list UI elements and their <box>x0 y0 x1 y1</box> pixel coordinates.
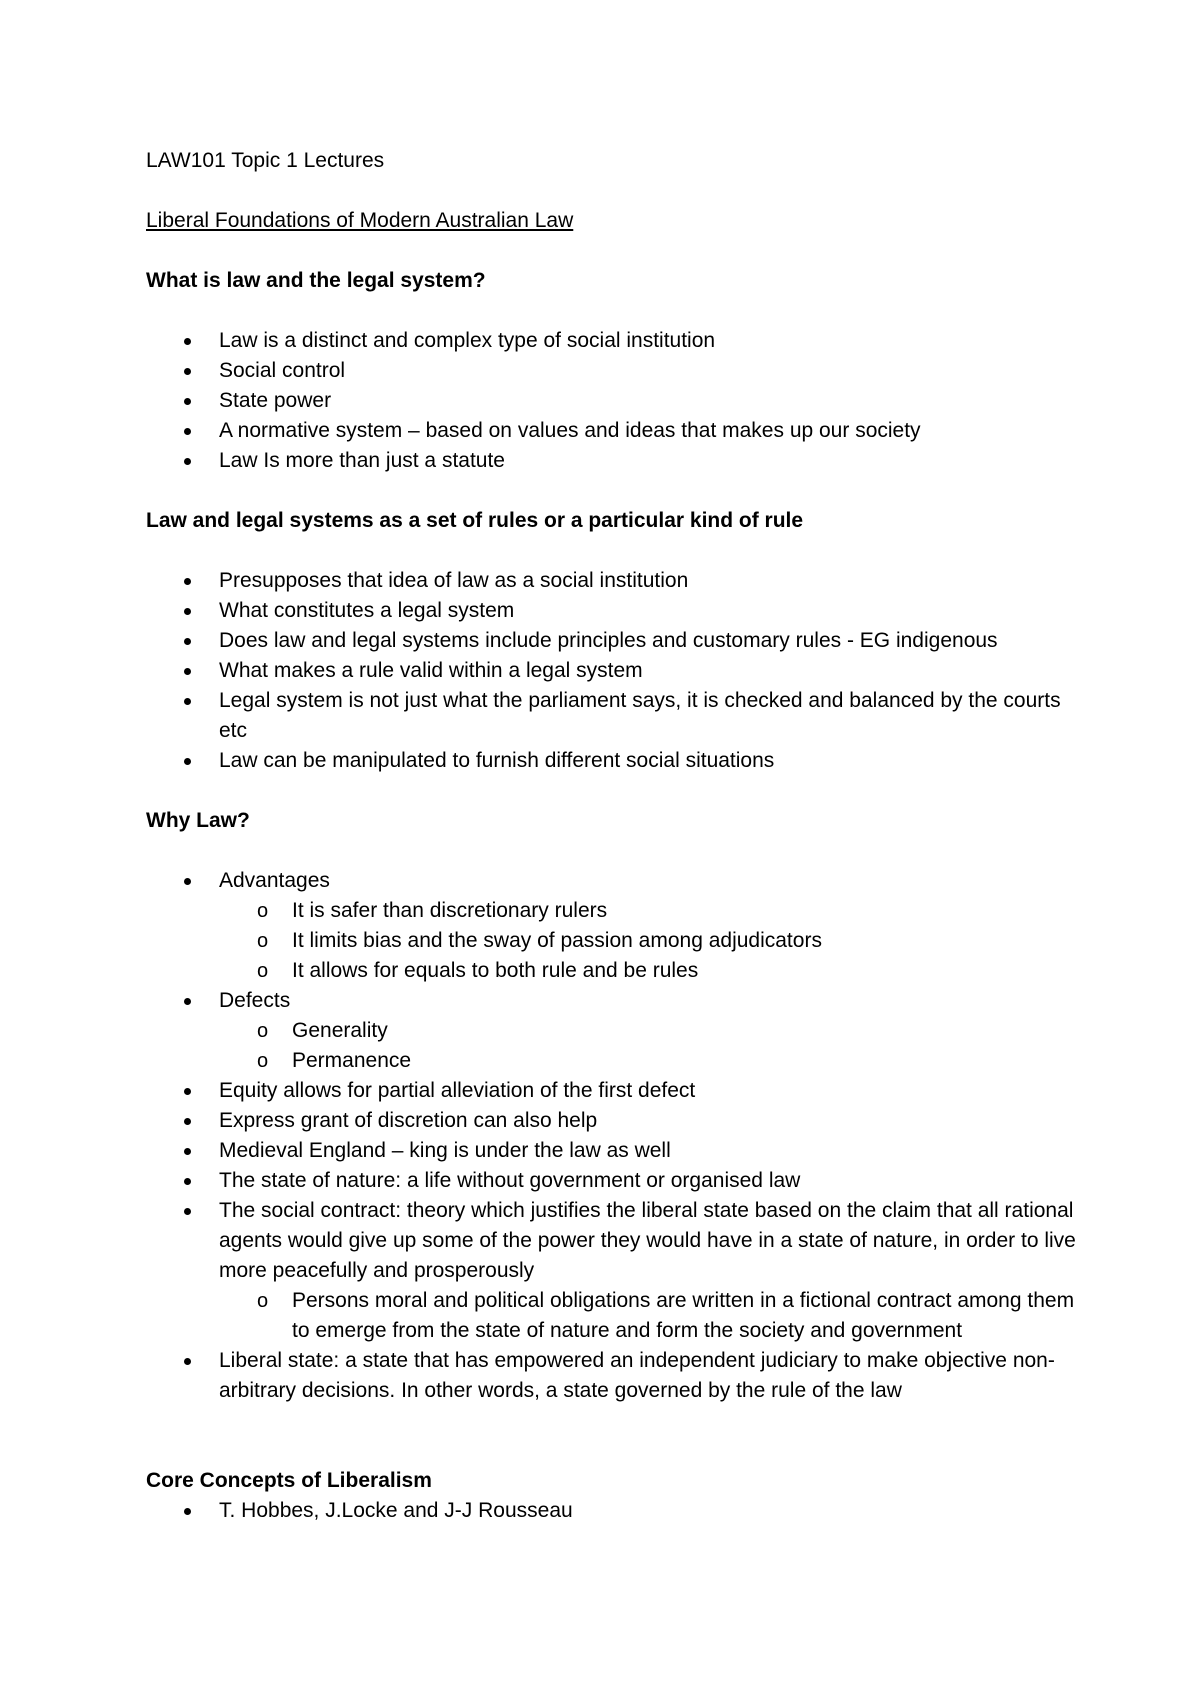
list-item <box>146 1106 1076 1136</box>
sub-list-item-text: Persons moral and political obligations are written in a fictional contract among them to emerge from the state of nature and form the society and government <box>292 1289 1075 1342</box>
bullet-icon <box>184 338 191 345</box>
bullet-icon <box>184 998 191 1005</box>
sub-bullet-list <box>219 896 1076 986</box>
list-item-text: What makes a rule valid within a legal system <box>219 659 643 682</box>
list-item <box>146 686 1076 746</box>
list-item-text: Equity allows for partial alleviation of the first defect <box>219 1079 696 1102</box>
sub-list-item-text: It is safer than discretionary rulers <box>292 899 608 922</box>
list-item <box>146 1496 1076 1526</box>
bullet-icon <box>184 758 191 765</box>
sub-list-item-text: Generality <box>292 1019 388 1042</box>
list-item-text: State power <box>219 389 332 412</box>
list-item-text: The social contract: theory which justifies the liberal state based on the claim that all rational agents would give up some of the power they would have in a state of nature, in order to live more peacefully and prosperously <box>219 1199 1076 1282</box>
list-item-text: Advantages <box>219 869 330 892</box>
hollow-bullet-icon: o <box>257 960 269 982</box>
list-item-text: Express grant of discretion can also help <box>219 1109 598 1132</box>
bullet-icon <box>184 1508 191 1515</box>
bullet-list <box>146 1496 1076 1526</box>
section-heading: What is law and the legal system? <box>146 269 486 292</box>
list-item-text: What constitutes a legal system <box>219 599 515 622</box>
list-item-text: Social control <box>219 359 346 382</box>
bullet-icon <box>184 458 191 465</box>
list-item-text: Medieval England – king is under the law as well <box>219 1139 671 1162</box>
bullet-icon <box>184 398 191 405</box>
list-item <box>146 326 1076 356</box>
hollow-bullet-icon: o <box>257 900 269 922</box>
list-item-text: Law is a distinct and complex type of social institution <box>219 329 716 352</box>
list-item-text: T. Hobbes, J.Locke and J-J Rousseau <box>219 1499 573 1522</box>
list-item-text: A normative system – based on values and ideas that makes up our society <box>219 419 921 442</box>
hollow-bullet-icon: o <box>257 1020 269 1042</box>
sub-bullet-list <box>219 1016 1076 1076</box>
list-item <box>146 446 1076 476</box>
bullet-list <box>146 866 1076 1406</box>
list-item-text: Defects <box>219 989 291 1012</box>
list-item <box>146 746 1076 776</box>
sub-list-item-text: Permanence <box>292 1049 412 1072</box>
list-item <box>146 1136 1076 1166</box>
bullet-icon <box>184 368 191 375</box>
list-item-text: Law Is more than just a statute <box>219 449 505 472</box>
list-item-text: Law can be manipulated to furnish different social situations <box>219 749 775 772</box>
bullet-list <box>146 326 1076 476</box>
bullet-icon <box>184 698 191 705</box>
list-item <box>146 386 1076 416</box>
list-item <box>146 1196 1076 1346</box>
sub-bullet-list <box>219 1286 1076 1346</box>
list-item-text: The state of nature: a life without government or organised law <box>219 1169 801 1192</box>
list-item <box>146 626 1076 656</box>
bullet-list <box>146 566 1076 776</box>
document-page <box>146 146 1076 1526</box>
bullet-icon <box>184 638 191 645</box>
bullet-icon <box>184 1118 191 1125</box>
section-heading: Core Concepts of Liberalism <box>146 1469 432 1492</box>
list-item <box>146 566 1076 596</box>
list-item <box>146 1166 1076 1196</box>
document-title: LAW101 Topic 1 Lectures <box>146 149 385 172</box>
sub-list-item-text: It allows for equals to both rule and be rules <box>292 959 699 982</box>
hollow-bullet-icon: o <box>257 1290 269 1312</box>
hollow-bullet-icon: o <box>257 930 269 952</box>
list-item-text: Does law and legal systems include principles and customary rules - EG indigenous <box>219 629 998 652</box>
sub-list-item <box>219 1286 1076 1346</box>
hollow-bullet-icon: o <box>257 1050 269 1072</box>
list-item <box>146 656 1076 686</box>
bullet-icon <box>184 428 191 435</box>
section-heading: Law and legal systems as a set of rules or a particular kind of rule <box>146 509 804 532</box>
bullet-icon <box>184 878 191 885</box>
list-item <box>146 596 1076 626</box>
sub-list-item <box>219 1016 1076 1046</box>
list-item <box>146 986 1076 1076</box>
list-item <box>146 1076 1076 1106</box>
list-item <box>146 1346 1076 1406</box>
bullet-icon <box>184 1358 191 1365</box>
bullet-icon <box>184 608 191 615</box>
document-subtitle: Liberal Foundations of Modern Australian Law <box>146 209 574 232</box>
sub-list-item <box>219 956 1076 986</box>
bullet-icon <box>184 1178 191 1185</box>
bullet-icon <box>184 668 191 675</box>
list-item-text: Legal system is not just what the parliament says, it is checked and balanced by the courts etc <box>219 689 1061 742</box>
sub-list-item-text: It limits bias and the sway of passion among adjudicators <box>292 929 822 952</box>
sub-list-item <box>219 1046 1076 1076</box>
list-item-text: Liberal state: a state that has empowered an independent judiciary to make objective non-arbitrary decisions. In other words, a state governed by the rule of the law <box>219 1349 1055 1402</box>
section-heading: Why Law? <box>146 809 250 832</box>
list-item <box>146 866 1076 986</box>
list-item-text: Presupposes that idea of law as a social institution <box>219 569 689 592</box>
bullet-icon <box>184 578 191 585</box>
bullet-icon <box>184 1208 191 1215</box>
sub-list-item <box>219 896 1076 926</box>
bullet-icon <box>184 1088 191 1095</box>
blank-line <box>146 1436 1076 1466</box>
list-item <box>146 416 1076 446</box>
sub-list-item <box>219 926 1076 956</box>
bullet-icon <box>184 1148 191 1155</box>
list-item <box>146 356 1076 386</box>
